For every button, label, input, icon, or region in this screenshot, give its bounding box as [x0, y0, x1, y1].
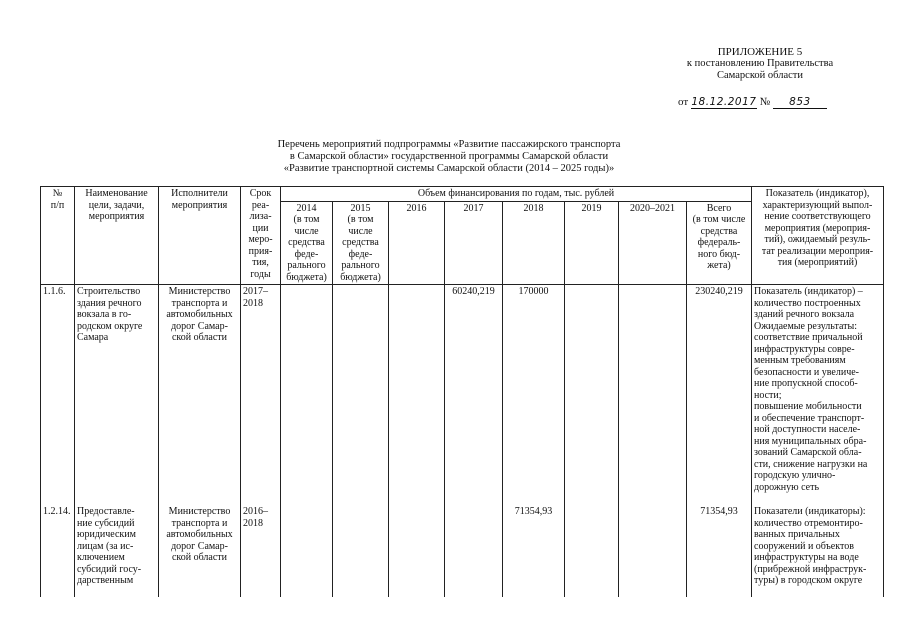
header-name: Наименование цели, задачи, мероприятия	[75, 187, 159, 285]
header-2016: 2016	[389, 201, 445, 285]
cell-2015	[333, 505, 389, 597]
cell-period: 2017– 2018	[241, 285, 281, 506]
cell-total: 230240,219	[687, 285, 752, 506]
cell-executors: Министерство транспорта и автомобильных дорог Самар- ской области	[159, 285, 241, 506]
cell-2016	[389, 285, 445, 506]
cell-2018: 170000	[503, 285, 565, 506]
cell-indicator: Показатель (индикатор) – количество построенных зданий речного вокзала Ожидаемые результаты: соответствие причальной инфраструктуры совре- менным требованиям безопасности и увеличе- ние пропускной способ- ности; повышение мобильности и обеспечение транспорт- ной доступности населе- ния муниципальных обра- зований Самарской обла- сти, снижение нагрузки на городскую улично- дорожную сеть	[752, 285, 884, 506]
appendix-line-3: Самарской области	[717, 70, 803, 81]
cell-num: 1.1.6.	[41, 285, 75, 506]
header-2017: 2017	[445, 201, 503, 285]
cell-indicator: Показатели (индикаторы): количество отремонтиро- ванных причальных сооружений и объектов инфраструктуры на воде (прибрежной инфраструк- туры) в городском округе	[752, 505, 884, 597]
table-row	[41, 285, 884, 506]
cell-2017: 60240,219	[445, 285, 503, 506]
heading-line-2: в Самарской области» государственной программы Самарской области	[289, 151, 609, 162]
header-indicator: Показатель (индикатор), характеризующий выпол- нение соответствующего мероприятия (мероприя- тий), ожидаемый резуль- тат реализации мероприя- тия (мероприятий)	[752, 187, 884, 285]
cell-2020-2021	[619, 285, 687, 506]
header-num: № п/п	[41, 187, 75, 285]
header-row-1	[41, 187, 884, 202]
heading-line-1: Перечень мероприятий подпрограммы «Развитие пассажирского транспорта	[277, 139, 621, 150]
cell-2017	[445, 505, 503, 597]
cell-num: 1.2.14.	[41, 505, 75, 597]
cell-total: 71354,93	[687, 505, 752, 597]
order-line	[678, 96, 827, 109]
cell-period: 2016– 2018	[241, 505, 281, 597]
header-total: Всего (в том числе средства федераль- ного бюд- жета)	[687, 201, 752, 285]
cell-2019	[565, 285, 619, 506]
appendix-block	[620, 46, 900, 82]
appendix-line-2: к постановлению Правительства	[686, 58, 834, 69]
cell-2014	[281, 285, 333, 506]
cell-2020-2021	[619, 505, 687, 597]
cell-2015	[333, 285, 389, 506]
header-2020-2021: 2020–2021	[619, 201, 687, 285]
order-from-label: от	[678, 96, 689, 108]
appendix-title: ПРИЛОЖЕНИЕ 5	[717, 46, 803, 58]
table-row	[41, 505, 884, 597]
order-number-label: №	[759, 96, 771, 108]
document-heading	[250, 139, 648, 175]
header-2018: 2018	[503, 201, 565, 285]
header-2015: 2015 (в том числе средства феде- рального бюджета)	[333, 201, 389, 285]
cell-executors: Министерство транспорта и автомобильных дорог Самар- ской области	[159, 505, 241, 597]
cell-name: Предоставле- ние субсидий юридическим лицам (за ис- ключением субсидий госу- дарственным	[75, 505, 159, 597]
order-number: 853	[773, 96, 827, 109]
header-period: Срок реа- лиза- ции меро- прия- тия, годы	[241, 187, 281, 285]
cell-2016	[389, 505, 445, 597]
order-date: 18.12.2017	[691, 96, 757, 108]
header-funding: Объем финансирования по годам, тыс. рублей	[281, 187, 752, 202]
cell-2019	[565, 505, 619, 597]
header-executors: Исполнители мероприятия	[159, 187, 241, 285]
cell-2014	[281, 505, 333, 597]
cell-name: Строительство здания речного вокзала в го- родском округе Самара	[75, 285, 159, 506]
header-2014: 2014 (в том числе средства феде- рального бюджета)	[281, 201, 333, 285]
header-2019: 2019	[565, 201, 619, 285]
cell-2018: 71354,93	[503, 505, 565, 597]
activities-table	[40, 186, 884, 597]
heading-line-3: «Развитие транспортной системы Самарской области (2014 – 2025 годы)»	[283, 163, 615, 174]
